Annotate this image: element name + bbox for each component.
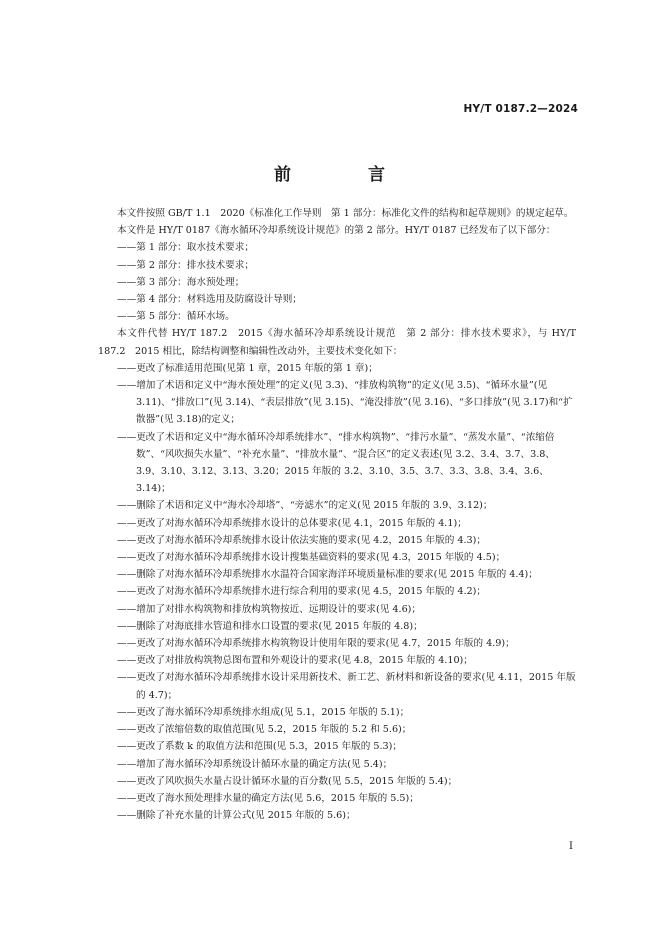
change-item: ——更改了对海水循环冷却系统排水设计的总体要求(见 4.1，2015 年版的 4.1)；	[117, 517, 467, 529]
change-item: ——更改了对排放构筑物总图布置和外观设计的要求(见 4.8，2015 年版的 4.10)；	[117, 655, 473, 667]
drafting-rule-paragraph: 本文件按照 GB/T 1.1 2020《标准化工作导则 第 1 部分：标准化文件的结构和起草规则》的规定起草。	[117, 208, 574, 219]
list-item: ——第 3 部分：海水预处理；	[117, 276, 245, 288]
document-number: HY/T 0187.2—2024	[463, 103, 578, 115]
change-item: ——更改了风吹损失水量占设计循环水量的百分数(见 5.5，2015 年版的 5.4)；	[117, 775, 458, 787]
change-item: ——更改了海水循环冷却系统排水组成(见 5.1，2015 年版的 5.1)；	[117, 706, 410, 718]
change-item: ——更改了术语和定义中“海水循环冷却系统排水”、“排水构筑物”、“排污水量”、“蒸发水量”、“浓缩倍数”、“风吹损失水量”、“补充水量”、“排放水量”、“混合区”的定义表述(见 3.2、3.4、3.7、3.8、3.9、3.10、3.12、3.13、3.20；2015 年版的 3.2、3.10、3.5、3.7、3.3、3.8、3.4、3.6、3.14)；	[117, 431, 555, 495]
change-item: ——增加了海水循环冷却系统设计循环水量的确定方法(见 5.4)；	[117, 758, 393, 770]
page-number: I	[569, 841, 573, 852]
change-item: ——删除了对海水循环冷却系统排水水温符合国家海洋环境质量标准的要求(见 2015 年版的 4.4)；	[117, 569, 538, 581]
page-title: 前 言	[274, 165, 415, 185]
change-item: ——增加了对排水构筑物和排放构筑物按近、远期设计的要求(见 4.6)；	[117, 603, 422, 615]
replace-paragraph: 本文件代替 HY/T 187.2 2015《海水循环冷却系统设计规范 第 2 部分：排水技术要求》，与 HY/T 187.2 2015 相比，除结构调整和编辑性改动外，主要技术变化如下：	[98, 328, 576, 357]
list-item: ——第 2 部分：排水技术要求；	[117, 259, 254, 271]
change-item: ——更改了对海水循环冷却系统排水设计依法实施的要求(见 4.2，2015 年版的 4.3)；	[117, 534, 486, 546]
list-item: ——第 5 部分：循环水场。	[117, 311, 235, 323]
change-item: ——更改了对海水循环冷却系统排水构筑物设计使用年限的要求(见 4.7，2015 年版的 4.9)；	[117, 638, 515, 650]
foreword-body	[98, 205, 576, 824]
change-item: ——删除了术语和定义中“海水冷却塔”、“旁滤水”的定义(见 2015 年版的 3.9、3.12)；	[117, 500, 493, 512]
change-item: ——更改了对海水循环冷却系统排水设计搜集基础资料的要求(见 4.3，2015 年版的 4.5)；	[117, 552, 506, 564]
list-item: ——第 1 部分：取水技术要求；	[117, 242, 254, 254]
change-item: ——删除了补充水量的计算公式(见 2015 年版的 5.6)；	[117, 810, 356, 822]
change-item: ——更改了对海水循环冷却系统排水进行综合利用的要求(见 4.5，2015 年版的 4.2)；	[117, 586, 486, 598]
part-intro-paragraph: 本文件是 HY/T 0187《海水循环冷却系统设计规范》的第 2 部分。HY/T 0187 已经发布了以下部分：	[117, 225, 556, 237]
change-item: ——更改了对海水循环冷却系统排水设计采用新技术、新工艺、新材料和新设备的要求(见 4.11，2015 年版的 4.7)；	[117, 672, 576, 701]
list-item: ——第 4 部分：材料选用及防腐设计导则；	[117, 294, 302, 306]
change-item: ——更改了标准适用范围(见第 1 章，2015 年版的第 1 章)；	[117, 362, 378, 374]
change-item: ——增加了术语和定义中“海水预处理”的定义(见 3.3)、“排放构筑物”的定义(见 3.5)、“循环水量”(见 3.11)、“排放口”(见 3.14)、“表层排放”(见 3.15)、“淹没排放”(见 3.16)、“多口排放”(见 3.17)和“扩散器”(见 3.18)的定义；	[117, 380, 573, 426]
change-item: ——删除了对海底排水管道和排水口设置的要求(见 2015 年版的 4.8)；	[117, 620, 423, 632]
change-item: ——更改了浓缩倍数的取值范围(见 5.2，2015 年版的 5.2 和 5.6)；	[117, 724, 412, 736]
change-item: ——更改了海水预处理排水量的确定方法(见 5.6，2015 年版的 5.5)；	[117, 792, 419, 804]
change-item: ——更改了系数 k 的取值方法和范围(见 5.3，2015 年版的 5.3)；	[117, 741, 402, 753]
